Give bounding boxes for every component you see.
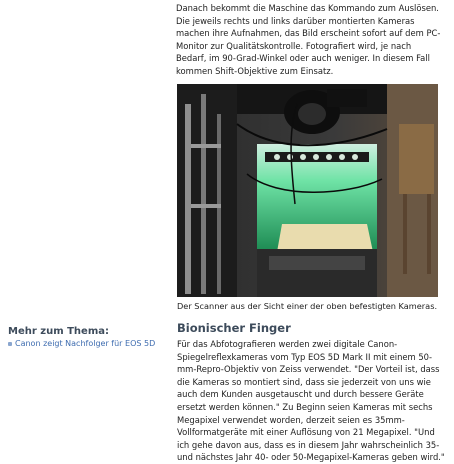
related-link-canon[interactable] [8,339,155,348]
related-link-label: Canon zeigt Nachfolger für EOS 5D [15,339,156,348]
scanner-photo [177,84,438,297]
article-intro-paragraph: Danach bekommt die Maschine das Kommando zum Auslösen. Die jeweils rechts und links darüber montierten Kameras machen ihre Aufnahmen, das Bild erscheint sofort auf dem PC-Monitor zur Qualitätskontrolle. Fotografiert wird, je nach Bedarf, im 90-Grad-Winkel oder auch weniger. In diesem Fall kommen Shift-Objektive zum Einsatz. [176,3,441,76]
article-body-paragraph: Für das Abfotografieren werden zwei digitale Canon-Spiegelreflexkameras vom Typ EOS 5D Mark II mit einem 50-mm-Repro-Objektiv von Zeiss verwendet. "Der Vorteil ist, dass die Kameras so montiert sind, dass sie jederzeit von uns wie auch dem Kunden ausgetauscht und durch bessere Geräte ersetzt werden können." Zu Beginn seien Kameras mit sechs Megapixel verwendet worden, derzeit seien es 35mm-Vollformatgeräte mit einer Auflösung von 21 Megapixel. "Und ich gehe davon aus, dass es in diesem Jahr wahrscheinlich 35- und nächstes Jahr 40- oder 50-Megapixel-Kameras geben wird." [177,339,445,463]
related-topics-heading: Mehr zum Thema: [8,326,109,337]
section-title: Bionischer Finger [177,321,291,335]
bullet-icon [8,342,12,346]
image-caption: Der Scanner aus der Sicht einer der oben befestigten Kameras. [177,301,438,311]
